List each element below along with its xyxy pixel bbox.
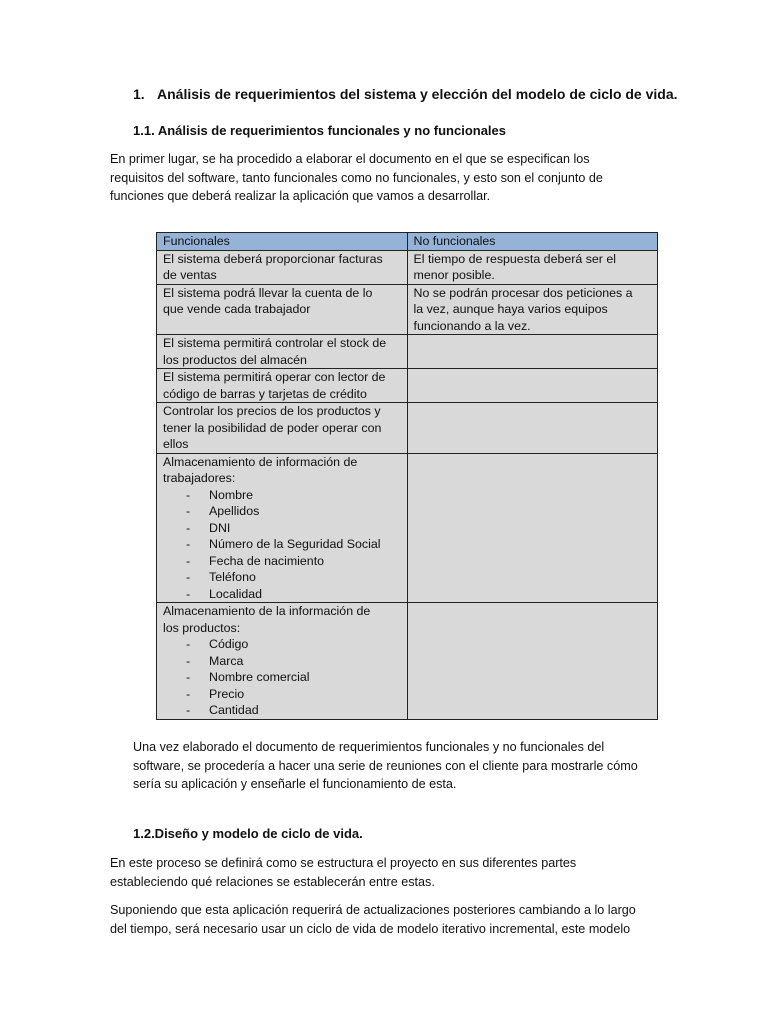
cell-line: El sistema permitirá operar con lector de [163, 370, 386, 384]
heading-section-1 [133, 86, 678, 102]
paragraph-line: Suponiendo que esta aplicación requerirá de actualizaciones posteriores cambiando a lo largo [110, 903, 636, 917]
paragraph-line: requisitos del software, tanto funcionales como no funcionales, y esto son el conjunto de [110, 170, 603, 185]
list-item [163, 569, 401, 586]
list-item [163, 686, 401, 703]
functional-cell [157, 284, 408, 335]
heading-section-1-1: 1.1. Análisis de requerimientos funcionales y no funcionales [133, 123, 507, 138]
paragraph-line: funciones que deberá realizar la aplicación que vamos a desarrollar. [110, 189, 491, 203]
list-item [163, 653, 401, 670]
nonfunctional-cell [407, 369, 658, 403]
paragraph-line: del tiempo, será necesario usar un ciclo de vida de modelo iterativo incremental, este modelo [110, 921, 631, 936]
table-row [157, 250, 658, 284]
functional-cell [157, 403, 408, 454]
product-fields-list [163, 636, 401, 719]
list-item-text: Cantidad [209, 703, 259, 717]
paragraph-line: En este proceso se definirá como se estructura el proyecto en sus diferentes partes [110, 856, 577, 870]
list-item-text: Fecha de nacimiento [209, 553, 325, 568]
list-item [163, 503, 401, 520]
cell-line: El tiempo de respuesta deberá ser el [413, 251, 616, 266]
cell-line: El sistema podrá llevar la cuenta de lo [163, 285, 373, 300]
table-row [157, 403, 658, 454]
heading-section-1-2: 1.2.Diseño y modelo de ciclo de vida. [133, 826, 363, 841]
nonfunctional-cell [407, 250, 658, 284]
list-item-text: Nombre [209, 487, 254, 502]
cell-line: Almacenamiento de la información de [163, 604, 371, 618]
cell-line: No se podrán procesar dos peticiones a [413, 285, 633, 300]
nonfunctional-cell [407, 403, 658, 454]
table-header-row [157, 233, 658, 251]
functional-cell [157, 250, 408, 284]
worker-fields-list [163, 487, 401, 603]
nonfunctional-cell [407, 453, 658, 603]
list-item [163, 702, 401, 719]
cell-line: menor posible. [413, 268, 495, 282]
list-item-text: Número de la Seguridad Social [209, 537, 381, 551]
cell-line: tener la posibilidad de poder operar con [163, 420, 382, 435]
list-dash: - [186, 637, 191, 651]
list-item-text: Localidad [209, 586, 263, 601]
list-dash: - [186, 537, 191, 551]
list-item-text: Código [209, 637, 249, 651]
paragraph-line: software, se procedería a hacer una serie de reuniones con el cliente para mostrarle cómo [133, 758, 638, 773]
cell-line: código de barras y tarjetas de crédito [163, 386, 367, 401]
intro-paragraph [110, 150, 640, 206]
cell-line: la vez, aunque haya varios equipos [413, 302, 608, 316]
nonfunctional-cell [407, 335, 658, 369]
list-dash: - [186, 520, 191, 535]
list-item-text: DNI [209, 520, 231, 535]
table-row [157, 453, 658, 603]
list-dash: - [186, 703, 191, 717]
paragraph-line: estableciendo qué relaciones se establecerán entre estas. [110, 874, 435, 889]
cell-line: que vende cada trabajador [163, 302, 311, 316]
list-dash: - [186, 586, 191, 601]
table-row [157, 369, 658, 403]
paragraph-line: sería su aplicación y enseñarle el funcionamiento de esta. [133, 777, 457, 791]
functional-cell [157, 335, 408, 369]
list-item [163, 636, 401, 653]
list-item [163, 553, 401, 570]
nonfunctional-cell [407, 284, 658, 335]
list-item [163, 487, 401, 504]
table-row [157, 284, 658, 335]
paragraph-line: En primer lugar, se ha procedido a elaborar el documento en el que se especifican los [110, 152, 590, 166]
cell-line: ellos [163, 437, 189, 451]
heading-number: 1. [133, 86, 145, 102]
list-dash: - [186, 504, 191, 518]
cell-line: los productos: [163, 620, 241, 635]
table-row [157, 335, 658, 369]
cell-line: funcionando a la vez. [413, 318, 531, 333]
list-dash: - [186, 670, 191, 684]
header-functional: Funcionales [157, 233, 408, 251]
list-item-text: Teléfono [209, 570, 256, 584]
cell-line: de ventas [163, 268, 217, 282]
cell-line: Almacenamiento de información de [163, 454, 358, 469]
list-dash: - [186, 570, 191, 584]
functional-cell [157, 603, 408, 720]
functional-cell [157, 453, 408, 603]
cell-line: los productos del almacén [163, 352, 307, 367]
cell-line: Controlar los precios de los productos y [163, 404, 381, 418]
process-paragraph [110, 854, 640, 891]
list-item [163, 520, 401, 537]
requirements-table [156, 232, 658, 720]
paragraph-line: Una vez elaborado el documento de requerimientos funcionales y no funcionales del [133, 740, 605, 754]
list-dash: - [186, 487, 191, 502]
list-item-text: Precio [209, 686, 245, 701]
list-item [163, 669, 401, 686]
table-row [157, 603, 658, 720]
list-item-text: Nombre comercial [209, 670, 310, 684]
cell-line: El sistema deberá proporcionar facturas [163, 251, 383, 266]
cell-line: trabajadores: [163, 471, 236, 485]
list-item [163, 536, 401, 553]
list-dash: - [186, 553, 191, 568]
final-paragraph [110, 901, 670, 938]
after-table-paragraph [133, 738, 658, 794]
list-item [163, 586, 401, 603]
heading-text: Análisis de requerimientos del sistema y elección del modelo de ciclo de vida. [157, 86, 678, 102]
cell-line: El sistema permitirá controlar el stock de [163, 336, 387, 350]
list-item-text: Marca [209, 653, 244, 668]
list-item-text: Apellidos [209, 504, 260, 518]
header-nonfunctional: No funcionales [407, 233, 658, 251]
list-dash: - [186, 653, 191, 668]
nonfunctional-cell [407, 603, 658, 720]
functional-cell [157, 369, 408, 403]
list-dash: - [186, 686, 191, 701]
